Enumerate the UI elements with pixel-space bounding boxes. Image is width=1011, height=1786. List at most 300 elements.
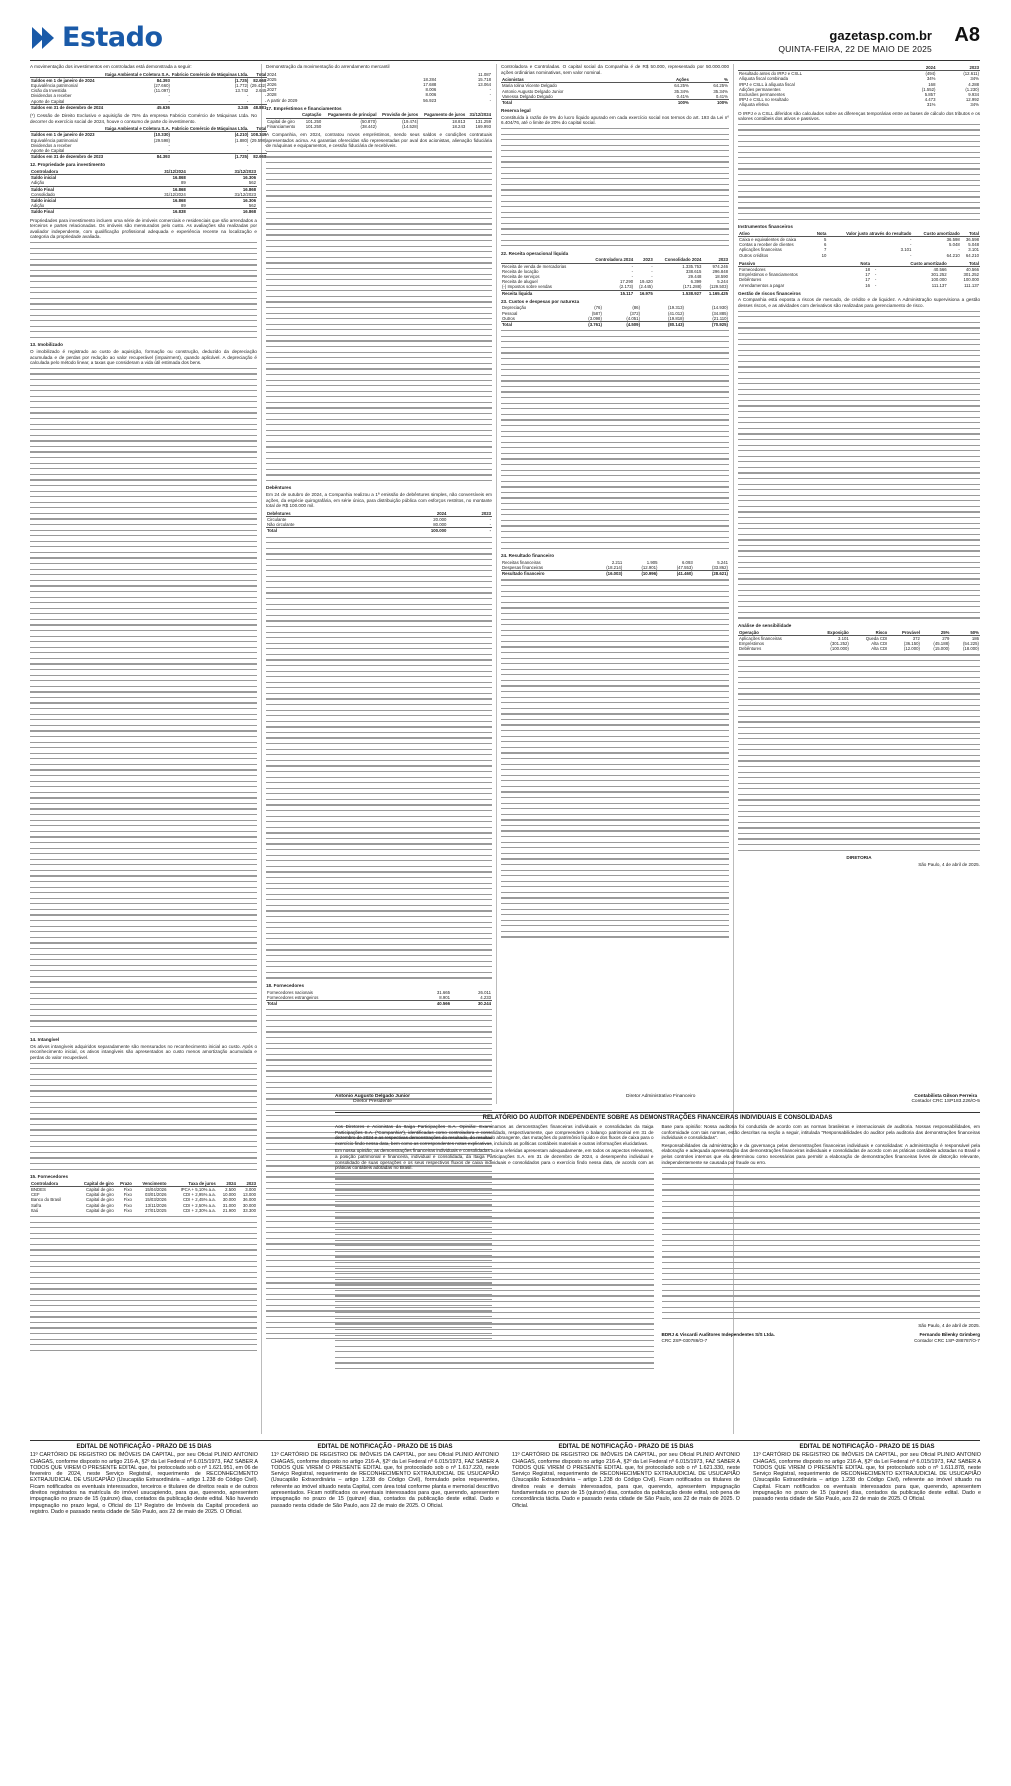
table-cell: 3.101	[900, 247, 912, 253]
table-cell: (1.230)	[965, 86, 979, 92]
table-cell: 16.868	[187, 186, 257, 192]
table-header-cell: Valor justo através do resultado	[827, 231, 912, 237]
table-cell: Cisão da Investida	[31, 88, 67, 94]
table-cell: Adição	[31, 180, 45, 186]
table-cell: 1.165.425	[702, 290, 729, 296]
table-cell: 1.335.753	[682, 263, 702, 269]
sensitivity-table	[738, 630, 980, 652]
edital-3	[512, 1444, 740, 1509]
table-cell: 16.868	[117, 186, 187, 192]
table-cell: Capital de giro	[86, 1197, 114, 1203]
column-3	[501, 64, 729, 1104]
section-heading: 15. Fornecedores	[30, 1174, 69, 1180]
signature-mid	[626, 1094, 695, 1104]
table-cell: -	[168, 93, 170, 99]
table-cell: -	[874, 272, 877, 278]
table-header-cell: Provisão de juros	[378, 112, 420, 118]
table-cell: 21.900	[222, 1207, 236, 1213]
table-cell: 2026	[267, 82, 277, 87]
table-header-cell: Pagamento de principal	[322, 112, 377, 118]
table-cell: Alíquota efetiva	[739, 102, 769, 108]
text-block	[30, 1216, 257, 1351]
text-block	[738, 654, 980, 850]
table-cell: 9.934	[968, 92, 979, 98]
table-cell: 15.718	[477, 76, 491, 82]
table-row	[738, 253, 980, 258]
table-cell: (50.870)	[360, 118, 377, 124]
table-cell: (14.528)	[402, 123, 419, 129]
table-header-cell: 31/12/2023	[187, 169, 257, 175]
table-cell: Saldos em 31 de dezembro de 2023	[31, 154, 104, 160]
col1-para1: Propriedades para investimento incluem uma série de imóveis comerciais e residenciais que são arrendados a terceiros e partes relacionadas. Os imóveis são mensurados pelo custo. As avaliações são realizadas por avaliador independente, com qualificação profissional adequada e experiência recente na localização e categoria da propriedade avaliada.	[30, 217, 257, 240]
table-cell: 31%	[926, 102, 936, 108]
table-cell: 40.566	[410, 1000, 451, 1006]
table-cell: 13.742	[235, 88, 249, 94]
table-cell: Saldo Final	[30, 209, 117, 215]
table-cell: -	[168, 148, 170, 154]
table-cell: Queda CDI	[865, 635, 888, 641]
table-cell: BNDES	[31, 1186, 46, 1192]
signer-role: Contador CRC 1SP183.226/O-5	[911, 1099, 980, 1104]
table-cell: Aporte de Capital	[31, 148, 65, 154]
table-cell: Debêntures	[739, 277, 762, 283]
table-cell: 16.868	[117, 198, 187, 204]
table-cell: (3.098)	[588, 315, 602, 321]
table-cell: IRPJ e CSLL no resultado	[739, 97, 789, 103]
section-heading: Gestão de riscos financeiros	[738, 290, 801, 296]
table-cell: Antonio Augusto Delgado Junior	[502, 88, 564, 94]
table-header-cell: Ações	[651, 77, 690, 83]
table-header-cell: Controladora	[30, 169, 117, 175]
table-cell: (301.252)	[830, 641, 849, 646]
table-cell: CDI + 2,30% a.a.	[182, 1207, 216, 1213]
signature-block	[335, 1094, 980, 1104]
table-cell: 82.668	[249, 77, 267, 83]
table-cell: 18.813	[452, 118, 466, 124]
edital-body: 11º CARTÓRIO DE REGISTRO DE IMÓVEIS DA CAPITAL, por seu Oficial PLINIO ANTONIO CHAGAS, conforme disposto no artigo 216-A, §2º da Lei Federal nº 6.015/1973, FAZ SABER A TODOS QUE VIREM O PRESENTE EDITAL que, foi protocolado sob o nº 1.621.951, em 06 de fevereiro de 2024, neste Serviço Registral, requerimento de RECONHECIMENTO EXTRAJUDICIAL DE USUCAPIÃO (Usucapião Extraordinária – artigo 1.238 do Código Civil). Ficam notificados os eventuais interessados, terceiros e titulares de direitos reais e de outros direitos registrados na matrícula do imóvel usucapiendo, para que, querendo, apresentem impugnação no prazo de 15 (quinze) dias, contados da publicação deste edital. Não havendo impugnação no prazo legal, o Oficial do 11º Registro de Imóveis da Capital procederá ao registro. Dado e passado nesta cidade de São Paulo, aos 22 de maio de 2025. O Oficial.	[30, 1452, 258, 1515]
table-cell: 2028	[267, 92, 277, 98]
edital-body: 11º CARTÓRIO DE REGISTRO DE IMÓVEIS DA CAPITAL, por seu Oficial PLINIO ANTONIO CHAGAS, conforme disposto no artigo 216-A, §2º da Lei Federal nº 6.015/1973, FAZ SABER A TODOS QUE VIREM O PRESENTE EDITAL que, foi protocolado sob o nº 1.611.878, neste Serviço Registral, requerimento de RECONHECIMENTO EXTRAJUDICIAL DE USUCAPIÃO (Usucapião Extraordinária – artigo 1.238 do Código Civil), referente ao imóvel situado na Capital. Ficam notificados os eventuais interessados para que, querendo, apresentem impugnação no prazo de 15 (quinze) dias, contados da publicação deste edital. Dado e passado nesta cidade de São Paulo, aos 22 de maio de 2025. O Oficial.	[753, 1452, 981, 1503]
table-cell: CDI + 2,45% a.a.	[182, 1197, 216, 1203]
table-cell: Saldo inicial	[30, 175, 117, 181]
table-cell: -	[168, 142, 170, 148]
col4-para2: A Companhia está exposta a riscos de mercado, de crédito e de liquidez. A Administração supervisiona a gestão desses riscos, e as atividades com derivativos são realizadas para gerenciamento de risco.	[738, 297, 980, 309]
table-cell: 31/12/2023	[234, 191, 256, 197]
table-header-cell: Operação	[738, 630, 811, 636]
auditor-para: Responsabilidades da administração e da governança pelas demonstrações financeiras individuais e consolidadas: A administração é responsável pela elaboração e adequada apresentação das demonstrações financeiras individuais e consolidadas de acordo com as práticas contábeis adotadas no Brasil e pelos controles internos que ela determinou como necessários para permitir a elaboração de demonstrações financeiras livres de distorção relevante, independentemente se causada por fraude ou erro.	[661, 1142, 980, 1165]
table-cell: (21.110)	[712, 315, 728, 321]
table-cell: Adições permanentes	[739, 86, 781, 92]
table-cell: 30.000	[242, 1202, 256, 1208]
table-cell: -	[631, 273, 634, 279]
table-cell: Fixo	[123, 1197, 132, 1203]
table-cell: 6.399	[690, 279, 702, 285]
table-cell: (76)	[594, 305, 602, 311]
edital-title: EDITAL DE NOTIFICAÇÃO - PRAZO DE 15 DIAS	[76, 1444, 212, 1450]
table-cell: 1.905	[646, 559, 658, 565]
table-cell: Maria Iolina Vicente Delgado	[502, 83, 557, 89]
table-cell: 186	[971, 635, 979, 641]
table-header-cell: 2024	[380, 511, 448, 517]
table-cell: 301.252	[963, 272, 979, 278]
table-cell: (28.621)	[694, 571, 729, 577]
table-cell: (18.000)	[962, 646, 979, 652]
table-header-cell: 2023	[237, 1181, 257, 1187]
text-block	[662, 1167, 981, 1319]
table-cell: (41.460)	[659, 571, 694, 577]
table-cell: -	[489, 522, 491, 528]
table-cell: Alta CDI	[871, 641, 888, 646]
table-cell: Consolidado	[31, 191, 55, 197]
table-cell: 36.000	[242, 1197, 256, 1203]
section-heading: 17. Empréstimos e financiamentos	[266, 105, 342, 111]
table-cell: 17	[865, 277, 870, 283]
table-cell: Exclusões permanentes	[739, 92, 785, 98]
table-cell: 4.233	[480, 994, 491, 1000]
table-cell: 2.645	[255, 88, 267, 94]
table-cell: CDI + 2,95% a.a.	[182, 1192, 216, 1198]
table-cell: 30.000	[222, 1197, 236, 1203]
table-cell: (1.880)	[234, 137, 249, 143]
table-cell: 34%	[970, 102, 979, 108]
table-cell: 29.448	[688, 273, 702, 279]
text-block	[266, 537, 492, 979]
table-header-cell: 50%	[950, 630, 980, 636]
table-cell: -	[651, 263, 653, 269]
table-header-cell: 25%	[921, 630, 951, 636]
table-cell: (4.509)	[603, 321, 641, 327]
text-block	[30, 1063, 257, 1170]
table-cell: 131.259	[475, 118, 491, 124]
table-cell: Receita de venda de mercadorias	[502, 263, 567, 269]
table-row	[266, 124, 492, 129]
auditor-partner-crc: Contador CRC 1SP-288787/O-7	[914, 1337, 980, 1343]
table-cell: -	[631, 263, 634, 269]
table-cell: 974.246	[712, 263, 728, 269]
table-cell: 5.241	[717, 559, 728, 565]
table-cell: -	[246, 148, 249, 154]
edital-title: EDITAL DE NOTIFICAÇÃO - PRAZO DE 15 DIAS	[317, 1444, 453, 1450]
table-row	[738, 283, 980, 288]
table-cell: -	[264, 142, 267, 148]
suppliers-table	[266, 990, 492, 1007]
table-cell: (14.930)	[711, 305, 728, 311]
table-header-cell: Itaiga Ambiental e Coletora S.A.	[105, 71, 170, 77]
table-cell: Outros	[502, 315, 515, 321]
auditor-para: Aos Diretores e Acionistas da Itaiga Participações S.A. Opinião: Examinamos as demonstrações financeiras individuais e consolidadas da Itaiga Participações S.A. ("Companhia"), identificadas como controladora e consolidado, respectivamente, que compreendem o balanço patrimonial em 31 de dezembro de 2024 e as respectivas demonstrações do resultado, do resultado abrangente, das mutações do patrimônio líquido e dos fluxos de caixa para o exercício findo nessa data, bem como as correspondentes notas explicativas, incluindo as políticas contábeis materiais e outras informações elucidativas.	[335, 1124, 654, 1146]
table-cell: 10	[821, 252, 827, 258]
table-cell: 15/04/2026	[144, 1186, 167, 1192]
table-header-cell: 2023	[447, 511, 492, 517]
table-cell: -	[264, 98, 267, 104]
table-cell: 5.857	[924, 92, 936, 98]
section-heading: 22. Receita operacional líquida	[501, 250, 569, 256]
table-cell: Fixo	[123, 1202, 132, 1208]
table-cell: (19.818)	[667, 315, 684, 321]
table-cell: Alta CDI	[871, 646, 888, 652]
table-cell: (494)	[925, 71, 936, 77]
table-cell: Equivalência patrimonial	[31, 83, 78, 88]
loans-movement-table	[266, 112, 492, 129]
table-header-cell: Prazo	[115, 1181, 133, 1187]
edital-rule	[30, 1440, 980, 1441]
table-cell: Depreciação	[502, 305, 527, 311]
auditor-title: RELATÓRIO DO AUDITOR INDEPENDENTE SOBRE AS DEMONSTRAÇÕES FINANCEIRAS INDIVIDUAIS E CONSOLIDADAS	[482, 1115, 833, 1121]
table-cell: Saldos em 1 de janeiro de 2023	[30, 132, 104, 138]
site-url[interactable]: gazetasp.com.br	[829, 28, 932, 43]
table-cell: 168	[928, 81, 936, 87]
table-cell: (47.553)	[676, 565, 693, 571]
table-cell: 5	[823, 237, 827, 243]
table-cell: (19.313)	[667, 305, 684, 311]
column-4	[738, 64, 980, 1104]
table-header-cell: Total	[249, 126, 267, 132]
table-cell: 35.34%	[674, 88, 689, 94]
table-cell: 279	[942, 635, 950, 641]
table-cell: (80.143)	[641, 321, 685, 327]
signer-name: Contabilista Gilson Ferreira	[914, 1094, 978, 1099]
table-row	[738, 102, 980, 107]
table-cell: Capital de giro	[86, 1192, 114, 1198]
table-cell: (38.442)	[360, 123, 377, 129]
column-1	[30, 64, 267, 1436]
table-cell: 34%	[970, 76, 979, 82]
section-heading: Análise de sensibilidade	[738, 623, 792, 628]
investments-table-2024	[30, 72, 267, 110]
table-cell: 8.901	[439, 994, 451, 1000]
table-cell: (29.598)	[250, 137, 267, 143]
table-cell: 100.000	[931, 277, 947, 283]
table-cell: 3.000	[245, 1186, 256, 1192]
table-cell: 13.000	[242, 1192, 256, 1198]
section-heading: 12. Propriedade para investimento	[30, 162, 106, 168]
table-cell: 36.598	[946, 237, 960, 243]
table-cell: 13.064	[477, 82, 491, 87]
edital-1	[30, 1444, 258, 1515]
table-row	[30, 1208, 257, 1213]
table-cell: 16.306	[187, 198, 257, 204]
table-cell: -	[489, 97, 491, 103]
table-cell: 16.868	[187, 209, 257, 215]
table-cell: 2.211	[611, 559, 623, 565]
table-cell: 33.300	[242, 1207, 256, 1213]
table-header-cell: Itaiga Ambiental e Coletora S.A.	[105, 126, 170, 132]
table-cell: 64.210	[965, 252, 979, 258]
table-header-cell: Custo amortizado	[877, 261, 947, 267]
table-cell: (19.474)	[402, 118, 419, 124]
column-divider	[261, 64, 262, 1434]
table-cell: (129.503)	[709, 284, 728, 290]
table-cell: 89	[180, 180, 186, 186]
text-block	[738, 311, 980, 619]
table-cell: 1.538.927	[654, 290, 703, 296]
table-cell: Resultado financeiro	[501, 571, 588, 577]
table-header-cell: Exposição	[811, 630, 849, 636]
table-cell: 372	[912, 635, 920, 641]
table-cell: (34.885)	[711, 310, 728, 316]
masthead	[30, 22, 980, 58]
signer-role: Diretor Presidente	[353, 1099, 392, 1104]
table-row	[266, 98, 492, 103]
table-cell: Capital de giro	[86, 1207, 114, 1213]
table-cell: Saldos em 1 de janeiro de 2024	[30, 77, 104, 83]
board-heading: DIRETORIA	[846, 855, 872, 861]
auditor-firm-crc: CRC 2SP-030786/O-7	[661, 1337, 708, 1343]
table-cell: 10.000	[222, 1192, 236, 1198]
edital-title: EDITAL DE NOTIFICAÇÃO - PRAZO DE 15 DIAS	[799, 1444, 935, 1450]
table-cell: Dividendos a receber	[31, 142, 72, 148]
table-cell: 56.923	[423, 97, 437, 103]
table-cell: 48.881	[249, 104, 267, 110]
auditor-col-left	[335, 1124, 654, 1374]
table-cell: -	[651, 268, 653, 274]
table-cell: 16.838	[117, 209, 187, 215]
table-cell: 4.473	[924, 97, 936, 103]
table-cell: (10.996)	[623, 571, 658, 577]
table-cell: 101.250	[305, 123, 322, 129]
table-cell: 26.011	[478, 989, 491, 995]
table-cell: 2027	[267, 87, 277, 93]
edital-title: EDITAL DE NOTIFICAÇÃO - PRAZO DE 15 DIAS	[558, 1444, 694, 1450]
table-cell: (10.330)	[104, 132, 171, 138]
table-header-cell: Risco	[850, 630, 888, 636]
col2-intro: Demonstração da movimentação do arrendamento mercantil	[266, 64, 390, 69]
table-cell: (29.598)	[153, 137, 170, 143]
table-cell: -	[264, 93, 267, 99]
col4-para3: São Paulo, 4 de abril de 2025.	[918, 861, 980, 867]
table-cell: Fornecedores nacionais	[267, 989, 313, 995]
table-cell: 18.590	[714, 273, 728, 279]
table-cell: 3.245	[171, 104, 249, 110]
table-cell: 18.243	[452, 123, 466, 129]
table-header-cell: 31/12/2024	[117, 169, 187, 175]
table-cell: -	[489, 517, 491, 523]
table-cell: Saldo inicial	[30, 198, 117, 204]
table-cell: (54.225)	[962, 641, 979, 646]
table-cell: (2.173)	[619, 284, 634, 290]
table-cell: Adição	[31, 203, 45, 209]
table-cell: (45.188)	[933, 641, 950, 646]
table-cell: 3.101	[838, 635, 849, 641]
table-cell: 13/11/2026	[145, 1202, 167, 1208]
auditor-col-right	[662, 1124, 981, 1374]
table-header-cell: Provável	[888, 630, 921, 636]
text-block	[30, 242, 257, 338]
table-header-cell: Pagamento de juros	[419, 112, 466, 118]
table-cell: Receita de locação	[502, 268, 539, 274]
table-header-cell: Ativo	[738, 231, 813, 237]
financial-result-table	[501, 560, 729, 577]
table-cell: Aplicações financeiras	[739, 635, 782, 641]
table-cell: 20.000	[433, 517, 447, 523]
table-cell: (15.000)	[933, 646, 950, 652]
table-cell: 0.41%	[715, 93, 728, 99]
table-cell: (1.772)	[234, 83, 249, 88]
col1-intro: A movimentação dos investimentos em controladas está demonstrada a seguir:	[30, 64, 192, 69]
publication-date: QUINTA-FEIRA, 22 DE MAIO DE 2025	[778, 44, 932, 54]
auditor-para: Em nossa opinião, as demonstrações financeiras individuais e consolidadas acima referidas apresentam adequadamente, em todos os aspectos relevantes, a posição patrimonial e financeira, individual e consolidada, da Itaiga Participações S.A. em 31 de dezembro de 2024, o desempenho individual e consolidado de suas operações e os seus respectivos fluxos de caixa individuais e consolidados para o exercício findo nessa data, de acordo com as práticas contábeis adotadas no Brasil.	[335, 1148, 654, 1171]
table-cell: (1.725)	[171, 77, 249, 83]
table-cell: 84.393	[104, 77, 171, 83]
section-heading: 14. Intangível	[30, 1037, 60, 1043]
edital-4	[753, 1444, 981, 1503]
table-cell: 562	[248, 180, 256, 186]
page-number: A8	[954, 24, 980, 46]
col4-para1: O IRPJ e a CSLL diferidos são calculados sobre as diferenças temporárias entre as bases de cálculo dos tributos e os valores contábeis dos ativos e passivos.	[738, 110, 980, 122]
table-header-cell: 2023	[936, 65, 980, 71]
table-cell: Financiamento	[267, 123, 296, 129]
table-cell: 18.284	[423, 76, 437, 82]
table-header-cell: Controladora 2024	[584, 257, 634, 263]
table-cell: A partir de 2029	[267, 97, 298, 103]
table-cell: Dividendos a receber	[31, 93, 72, 99]
table-cell: (36.150)	[903, 641, 920, 646]
table-cell: Vanessa Delgado Delgado	[502, 93, 553, 99]
table-cell: 40.566	[965, 267, 979, 273]
table-cell: Total	[501, 100, 651, 106]
table-cell: Receita de serviços	[502, 273, 540, 279]
table-cell: CEF	[31, 1192, 40, 1198]
table-cell: 5.048	[949, 242, 960, 248]
table-cell: Empréstimos e financiamentos	[739, 272, 798, 278]
table-cell: 64.25%	[713, 83, 728, 89]
table-cell: 7	[823, 247, 827, 253]
table-cell: 31.665	[436, 989, 451, 995]
table-cell: 40.566	[933, 267, 947, 273]
table-cell: -	[909, 242, 912, 248]
table-cell: -	[874, 277, 877, 283]
table-cell: Fixo	[123, 1207, 132, 1213]
debentures-table	[266, 511, 492, 534]
signer-role: Diretor Administrativo Financeiro	[626, 1094, 696, 1099]
table-header-cell: Capital de giro	[73, 1181, 115, 1187]
table-cell: -	[874, 267, 877, 273]
table-cell: Equivalência patrimonial	[31, 137, 78, 143]
table-cell: 11.087	[478, 71, 491, 77]
table-header-cell: Controladora	[30, 1181, 73, 1187]
signature-right	[911, 1094, 980, 1104]
table-cell: 35.34%	[713, 88, 728, 94]
table-cell: -	[909, 252, 912, 258]
table-header-cell: 2023	[702, 257, 729, 263]
investments-table-2023	[30, 126, 267, 159]
table-cell: 17.290	[619, 279, 634, 285]
table-row	[30, 209, 257, 215]
costs-table	[501, 305, 729, 327]
table-cell: 8.006	[425, 87, 437, 93]
table-cell: (12.901)	[641, 565, 658, 571]
table-cell: (29.432)	[250, 83, 267, 88]
table-cell: 19.420	[639, 279, 653, 285]
table-row	[738, 646, 980, 651]
table-header-cell: Debêntures	[266, 511, 380, 517]
lease-maturity-table	[266, 72, 492, 103]
col1-para3: Os ativos intangíveis adquiridos separadamente são mensurados no reconhecimento inicial ao custo. Após o reconhecimento inicial, os ativos intangíveis são apresentados ao custo menos amortização acumulada e perdas do valor recuperável.	[30, 1043, 257, 1060]
table-cell: 64.25%	[674, 83, 689, 89]
text-block	[335, 1173, 654, 1369]
section-heading: 24. Resultado financeiro	[501, 553, 555, 559]
table-row	[501, 321, 729, 327]
table-header-cell: 31/12/2024	[466, 112, 492, 118]
table-cell: 100.000	[963, 277, 979, 283]
table-row	[501, 571, 729, 577]
table-header-cell: Nota	[850, 261, 871, 267]
auditor-partner	[914, 1332, 980, 1343]
table-cell: Receitas financeiras	[502, 559, 541, 565]
table-cell: 16.868	[117, 175, 187, 181]
text-block	[501, 330, 729, 549]
table-cell: 108.349	[250, 132, 267, 138]
